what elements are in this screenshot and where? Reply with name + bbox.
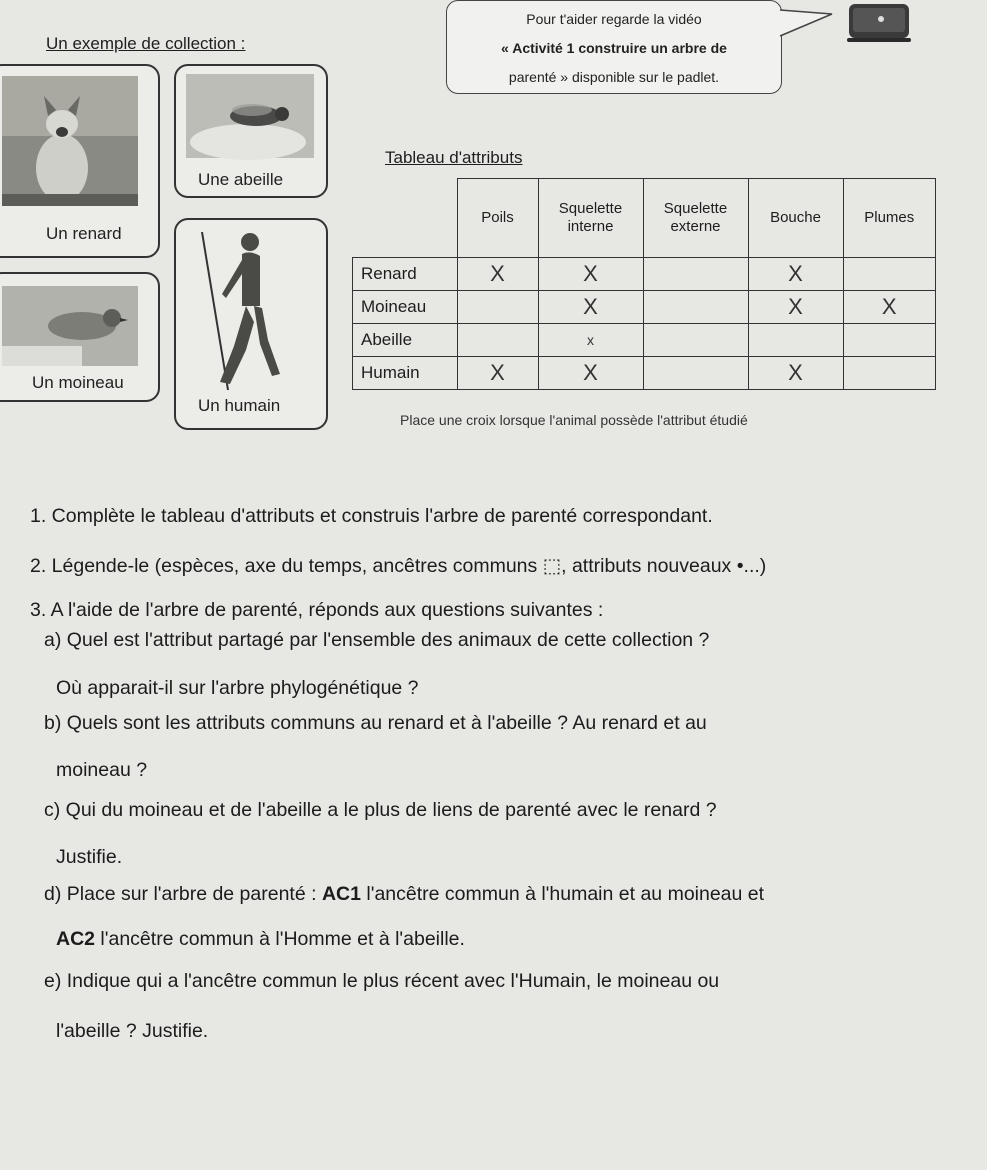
col-header: Squelette interne (538, 179, 643, 258)
table-title: Tableau d'attributs (385, 148, 523, 167)
attributes-table (352, 178, 936, 390)
ac2-label: AC2 (56, 928, 96, 950)
row-label: Abeille (353, 324, 458, 357)
table-cell[interactable] (643, 258, 748, 291)
table-cell[interactable] (748, 324, 843, 357)
bubble-line-2: « Activité 1 construire un arbre de (501, 40, 727, 56)
sparrow-image (2, 286, 160, 376)
question-d-suffix: l'ancêtre commun à l'humain et au moineau et (360, 883, 765, 905)
row-label: Moineau (353, 291, 458, 324)
col-header: Poils (457, 179, 538, 258)
human-caption: Un humain (198, 396, 281, 415)
table-cell[interactable]: X (843, 291, 936, 324)
table-row (353, 357, 936, 390)
bubble-line-1: Pour t'aider regarde la vidéo (526, 11, 702, 27)
table-corner (353, 179, 458, 258)
table-instruction: Place une croix lorsque l'animal possède l'attribut étudié (400, 412, 748, 428)
table-header-row (353, 179, 936, 258)
question-c-line-1: c) Qui du moineau et de l'abeille a le plus de liens de parenté avec le renard ? (44, 799, 717, 821)
ac1-label: AC1 (321, 883, 361, 905)
collection-title: Un exemple de collection : (46, 34, 246, 53)
question-a-line-2: Où apparait-il sur l'arbre phylogénétique ? (56, 677, 419, 699)
human-image (176, 226, 326, 396)
bee-caption: Une abeille (198, 170, 284, 189)
table-cell[interactable]: X (457, 258, 538, 291)
video-hint-bubble (446, 0, 782, 94)
question-c-line-2: Justifie. (56, 846, 123, 868)
table-cell[interactable] (643, 324, 748, 357)
table-cell[interactable] (457, 291, 538, 324)
table-cell[interactable]: X (748, 258, 843, 291)
table-cell[interactable]: X (538, 357, 643, 390)
row-label: Renard (353, 258, 458, 291)
col-header: Plumes (843, 179, 936, 258)
col-header: Squelette externe (643, 179, 748, 258)
fox-card (0, 64, 160, 258)
question-2: 2. Légende-le (espèces, axe du temps, ancêtres communs ⬚, attributs nouveaux •...) (30, 555, 767, 577)
computer-icon (845, 2, 915, 44)
table-cell[interactable] (843, 357, 936, 390)
table-cell[interactable]: X (538, 291, 643, 324)
question-e-line-2: l'abeille ? Justifie. (56, 1020, 209, 1042)
question-d-line-2 (56, 928, 465, 951)
fox-image (2, 76, 160, 216)
table-cell[interactable] (457, 324, 538, 357)
question-3: 3. A l'aide de l'arbre de parenté, réponds aux questions suivantes : (30, 599, 604, 621)
table-cell[interactable]: X (538, 258, 643, 291)
table-row (353, 258, 936, 291)
question-d2-suffix: l'ancêtre commun à l'Homme et à l'abeille. (95, 928, 465, 950)
table-cell[interactable]: x (538, 324, 643, 357)
row-label: Humain (353, 357, 458, 390)
question-b-line-1: b) Quels sont les attributs communs au renard et à l'abeille ? Au renard et au (44, 712, 707, 734)
question-d-prefix: d) Place sur l'arbre de parenté : (44, 883, 322, 905)
question-1: 1. Complète le tableau d'attributs et construis l'arbre de parenté correspondant. (30, 505, 713, 527)
table-row (353, 291, 936, 324)
human-card (174, 218, 328, 430)
table-cell[interactable] (843, 258, 936, 291)
fox-caption: Un renard (46, 224, 122, 243)
question-d-line-1 (44, 883, 764, 906)
question-e-line-1: e) Indique qui a l'ancêtre commun le plus récent avec l'Humain, le moineau ou (44, 970, 720, 992)
bee-image (186, 74, 328, 174)
bee-card (174, 64, 328, 198)
table-row (353, 324, 936, 357)
question-b-line-2: moineau ? (56, 759, 148, 781)
table-cell[interactable] (643, 357, 748, 390)
sparrow-caption: Un moineau (32, 373, 124, 392)
table-cell[interactable]: X (457, 357, 538, 390)
bubble-tail (770, 2, 840, 42)
sparrow-card (0, 272, 160, 402)
table-cell[interactable] (843, 324, 936, 357)
bubble-line-3: parenté » disponible sur le padlet. (508, 69, 720, 85)
table-cell[interactable] (643, 291, 748, 324)
question-a-line-1: a) Quel est l'attribut partagé par l'ensemble des animaux de cette collection ? (44, 629, 710, 651)
table-cell[interactable]: X (748, 291, 843, 324)
table-cell[interactable]: X (748, 357, 843, 390)
col-header: Bouche (748, 179, 843, 258)
